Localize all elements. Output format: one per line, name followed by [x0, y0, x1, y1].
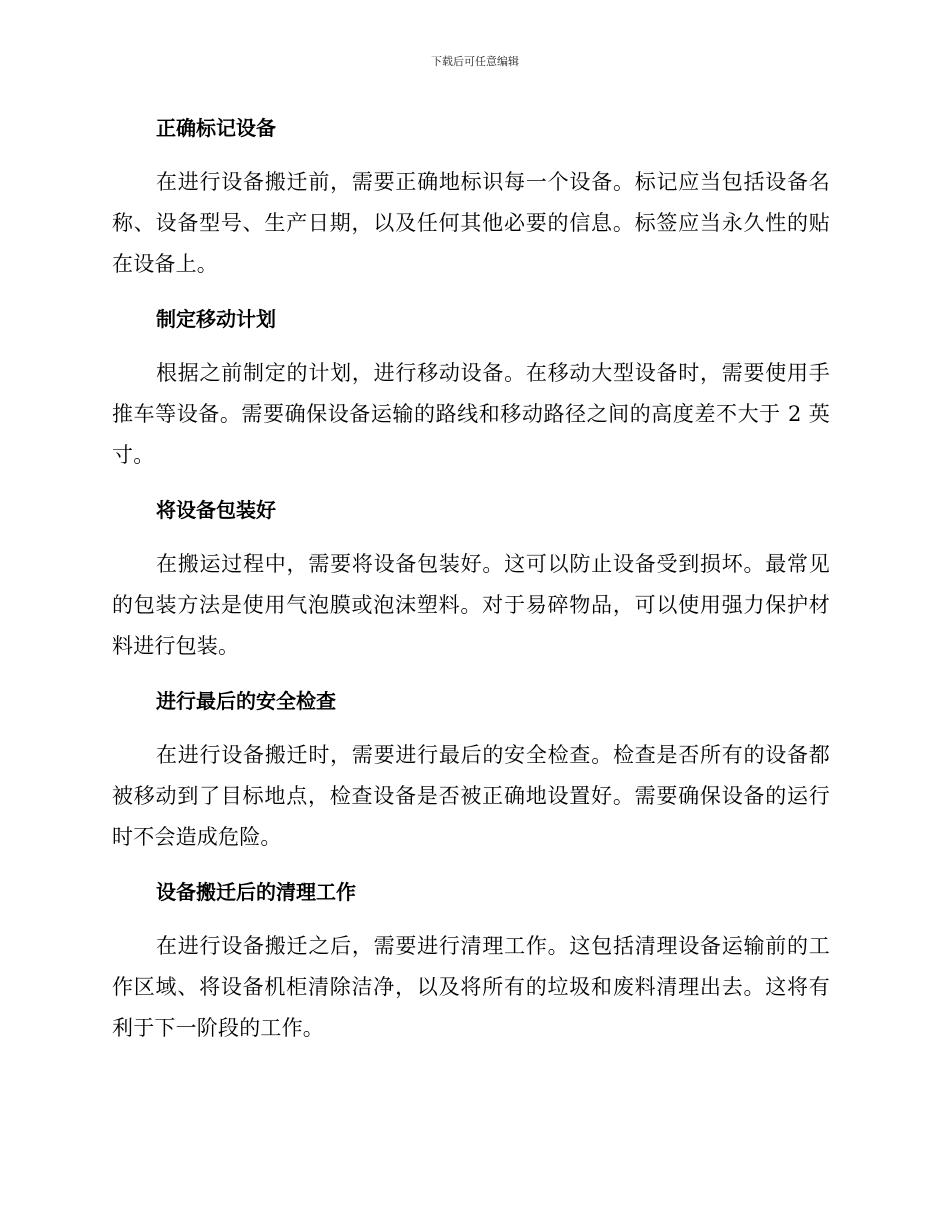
section-body: 在进行设备搬迁时，需要进行最后的安全检查。检查是否所有的设备都被移动到了目标地点，检查设备是否被正确地设置好。需要确保设备的运行时不会造成危险。 — [112, 743, 830, 849]
section — [112, 490, 830, 667]
section-heading: 设备搬迁后的清理工作 — [156, 880, 356, 904]
section-heading: 进行最后的安全检查 — [156, 689, 336, 713]
section-body: 根据之前制定的计划，进行移动设备。在移动大型设备时，需要使用手推车等设备。需要确保设备运输的路线和移动路径之间的高度差不大于 2 英寸。 — [112, 361, 830, 467]
section — [112, 108, 830, 285]
section-heading: 正确标记设备 — [156, 116, 276, 140]
header-note: 下载后可任意编辑 — [431, 55, 519, 68]
section — [112, 681, 830, 858]
section — [112, 299, 830, 476]
section-heading: 制定移动计划 — [156, 307, 276, 331]
section — [112, 872, 830, 1049]
document-content — [112, 108, 830, 1063]
section-heading: 将设备包装好 — [156, 498, 276, 522]
section-body: 在进行设备搬迁前，需要正确地标识每一个设备。标记应当包括设备名称、设备型号、生产日期，以及任何其他必要的信息。标签应当永久性的贴在设备上。 — [112, 170, 830, 276]
section-body: 在进行设备搬迁之后，需要进行清理工作。这包括清理设备运输前的工作区域、将设备机柜清除洁净，以及将所有的垃圾和废料清理出去。这将有利于下一阶段的工作。 — [112, 934, 830, 1040]
section-body: 在搬运过程中，需要将设备包装好。这可以防止设备受到损坏。最常见的包装方法是使用气泡膜或泡沫塑料。对于易碎物品，可以使用强力保护材料进行包装。 — [112, 552, 830, 658]
